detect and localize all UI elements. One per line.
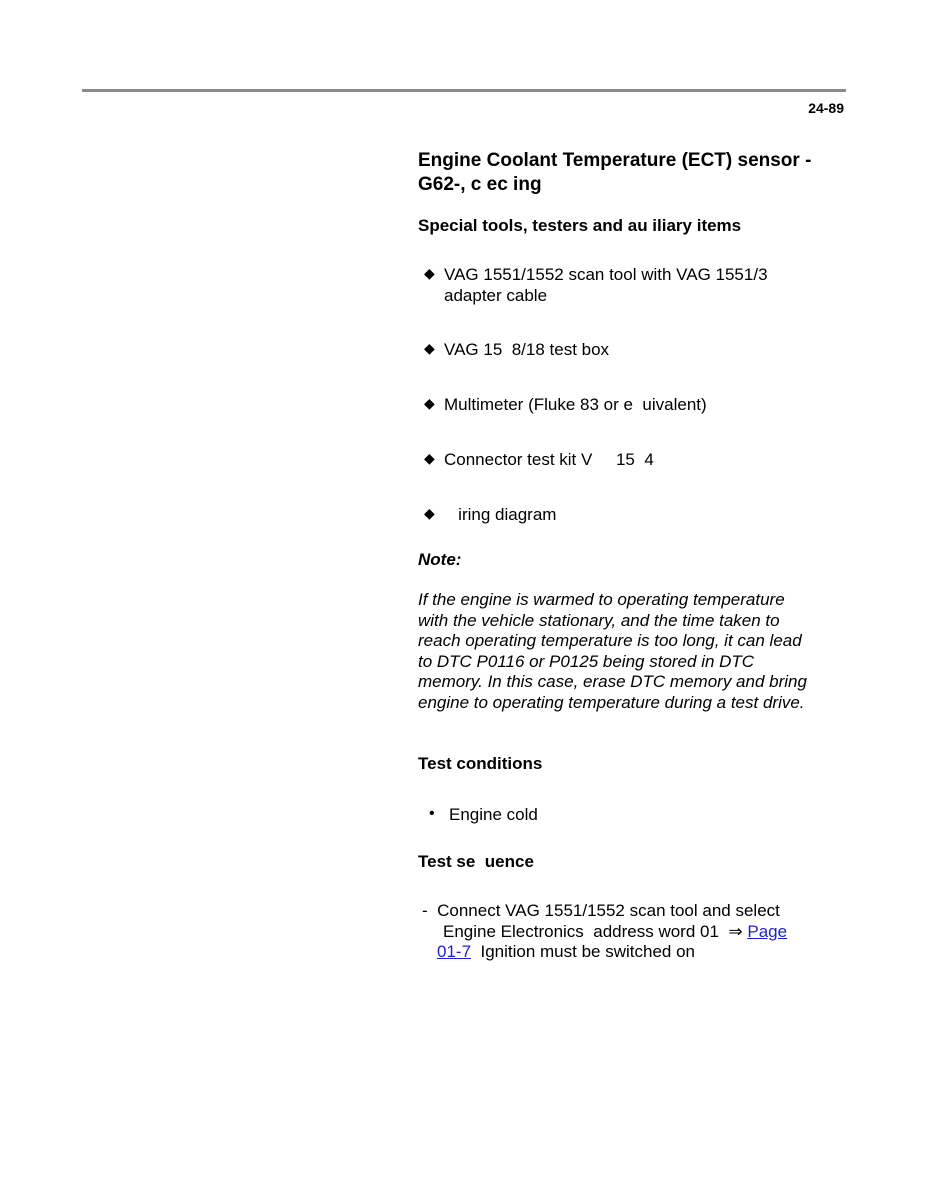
list-item — [424, 340, 804, 361]
arrow-right-icon: ⇒ — [728, 921, 743, 941]
header-rule — [82, 89, 846, 92]
diamond-bullet-icon: ◆ — [424, 265, 435, 281]
page-link-number[interactable]: 01-7 — [437, 942, 472, 961]
page-number: 24-89 — [808, 100, 844, 116]
dot-bullet-icon: • — [429, 805, 435, 822]
diamond-bullet-icon: ◆ — [424, 395, 435, 411]
test-step — [422, 901, 822, 963]
page-link[interactable]: Page — [747, 921, 788, 941]
note-text: If the engine is warmed to operating temperature with the vehicle stationary, and the time taken to reach operating temperature is too long, it can lead to DTC P0116 or P0125 being stored in DTC memory. In this case, erase DTC memory and bring engine to operating temperature during a test drive. — [418, 590, 807, 712]
sequence-heading: Test se uence — [418, 852, 534, 871]
diamond-bullet-icon: ◆ — [424, 450, 435, 466]
diamond-bullet-icon: ◆ — [424, 340, 435, 356]
list-item — [424, 505, 804, 526]
step-line-3: Ignition must be switched on — [471, 942, 695, 961]
step-line-2: Engine Electronics address word 01 — [443, 921, 719, 941]
page-title: Engine Coolant Temperature (ECT) sensor -G62-, c ec ing — [418, 150, 812, 195]
list-item — [424, 395, 804, 416]
list-item-text: VAG 15 8/18 test box — [444, 340, 610, 359]
note-heading: Note: — [418, 550, 462, 569]
list-item-text: VAG 1551/1552 scan tool with VAG 1551/3 adapter cable — [444, 265, 768, 305]
step-line-1: Connect VAG 1551/1552 scan tool and select — [437, 901, 780, 920]
diamond-bullet-icon: ◆ — [424, 505, 435, 521]
list-item — [424, 265, 804, 306]
list-item-text: iring diagram — [444, 505, 557, 524]
list-item-text: Connector test kit V 15 4 — [444, 450, 654, 469]
list-item-text: Engine cold — [449, 805, 538, 824]
list-item-text: Multimeter (Fluke 83 or e uivalent) — [444, 395, 707, 414]
conditions-heading: Test conditions — [418, 754, 543, 773]
list-item — [424, 450, 804, 471]
list-item — [429, 805, 809, 826]
tools-heading: Special tools, testers and au iliary items — [418, 216, 742, 235]
step-dash: - — [422, 901, 428, 920]
